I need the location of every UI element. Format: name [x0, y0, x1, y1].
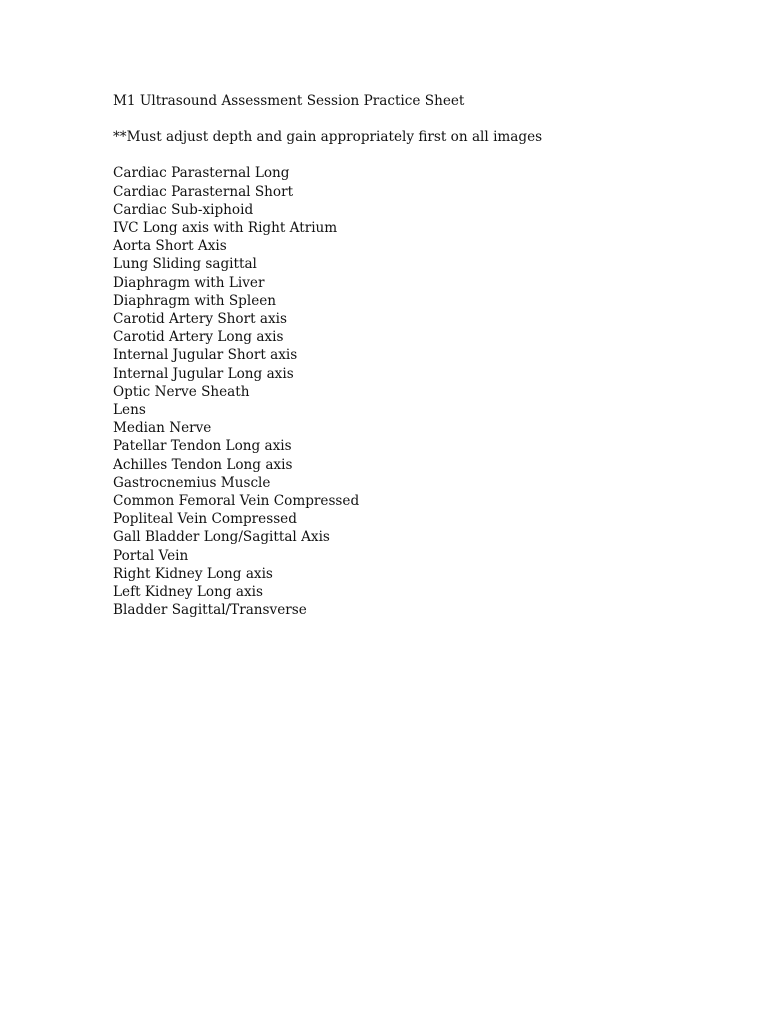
list-item: Lung Sliding sagittal [113, 256, 257, 273]
list-item: Achilles Tendon Long axis [113, 456, 293, 473]
list-item: Bladder Sagittal/Transverse [113, 602, 307, 619]
list-item: Common Femoral Vein Compressed [113, 493, 360, 510]
list-item: Carotid Artery Long axis [113, 329, 284, 346]
list-item: Aorta Short Axis [113, 238, 227, 255]
list-item: Carotid Artery Short axis [113, 311, 287, 328]
list-item: Cardiac Parasternal Long [113, 165, 290, 182]
list-item: Diaphragm with Spleen [113, 292, 277, 309]
list-item: Diaphragm with Liver [113, 274, 265, 291]
document-content [113, 92, 713, 619]
list-item: Popliteal Vein Compressed [113, 511, 297, 528]
list-item: IVC Long axis with Right Atrium [113, 220, 338, 237]
list-item: Lens [113, 402, 146, 419]
list-item: Cardiac Sub-xiphoid [113, 201, 254, 218]
list-item: Cardiac Parasternal Short [113, 183, 294, 200]
list-item: Internal Jugular Short axis [113, 347, 298, 364]
list-item: Portal Vein [113, 547, 189, 564]
list-item: Median Nerve [113, 420, 212, 437]
list-item: Patellar Tendon Long axis [113, 438, 292, 455]
list-item: Gall Bladder Long/Sagittal Axis [113, 529, 330, 546]
list-item: Right Kidney Long axis [113, 565, 273, 582]
list-item: Gastrocnemius Muscle [113, 474, 271, 491]
instruction-note: **Must adjust depth and gain appropriately first on all images [113, 129, 543, 146]
document-title: M1 Ultrasound Assessment Session Practice Sheet [113, 93, 465, 109]
exam-list [113, 164, 713, 619]
list-item: Left Kidney Long axis [113, 584, 263, 601]
list-item: Internal Jugular Long axis [113, 365, 294, 382]
list-item: Optic Nerve Sheath [113, 383, 250, 400]
